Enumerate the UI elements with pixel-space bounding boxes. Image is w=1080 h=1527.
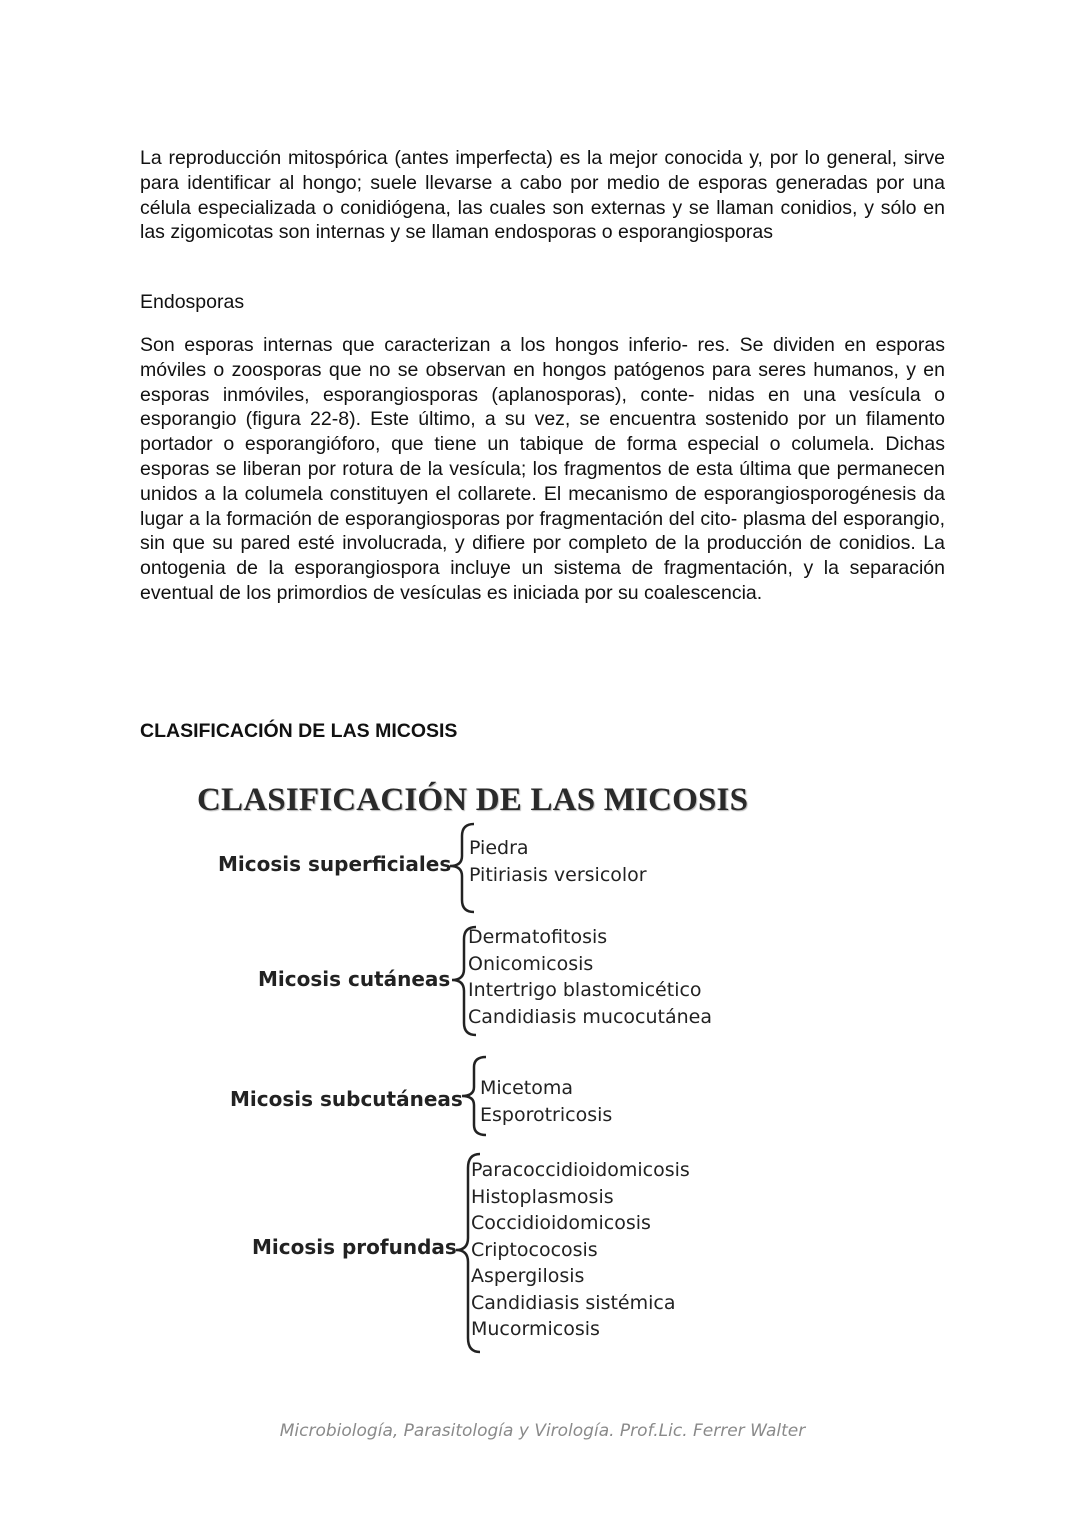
page-footer: Microbiología, Parasitología y Virología. Prof.Lic. Ferrer Walter [279, 1421, 806, 1441]
group-label-subcutaneas: Micosis subcutáneas [230, 1087, 463, 1111]
group-items-subcutaneas [480, 1075, 612, 1128]
group-label-superficiales: Micosis superficiales [218, 852, 452, 876]
list-item: Histoplasmosis [471, 1185, 614, 1208]
list-item: Pitiriasis versicolor [469, 863, 647, 886]
figure-title: CLASIFICACIÓN DE LAS MICOSIS [197, 782, 749, 818]
group-items-superficiales [469, 835, 647, 888]
list-item: Micetoma [480, 1077, 574, 1099]
list-item: Candidiasis mucocutánea [468, 1005, 712, 1028]
list-item: Criptococosis [471, 1238, 598, 1261]
list-item: Aspergilosis [471, 1265, 585, 1287]
paragraph-reproduccion: La reproducción mitospórica (antes imperfecta) es la mejor conocida y, por lo general, sirve para identificar al hongo; suele llevarse a cabo por medio de esporas generadas por una célula especializada o conidiógena, las cuales son externas y se llaman conidios, y sólo en las zigomicotas son internas y se llaman endosporas o esporangiosporas [140, 147, 945, 244]
list-item: Paracoccidioidomicosis [471, 1159, 690, 1181]
list-item: Coccidioidomicosis [471, 1212, 651, 1234]
subheading-endosporas: Endosporas [140, 291, 245, 313]
group-items-profundas [471, 1157, 690, 1343]
section-title: CLASIFICACIÓN DE LAS MICOSIS [140, 720, 458, 742]
group-label-cutaneas: Micosis cutáneas [258, 967, 451, 991]
list-item: Dermatofitosis [468, 926, 608, 948]
list-item: Candidiasis sistémica [471, 1291, 676, 1314]
list-item: Piedra [469, 837, 529, 859]
list-item: Esporotricosis [480, 1103, 613, 1126]
list-item: Mucormicosis [471, 1318, 600, 1340]
list-item: Onicomicosis [468, 952, 594, 975]
list-item: Intertrigo blastomicético [468, 979, 702, 1001]
group-items-cutaneas [468, 924, 712, 1030]
group-label-profundas: Micosis profundas [252, 1235, 457, 1259]
paragraph-endosporas: Son esporas internas que caracterizan a los hongos inferio- res. Se dividen en esporas móviles o zoosporas que no se observan en hongos patógenos para seres humanos, y en esporas inmóviles, esporangiosporas (aplanosporas), conte- nidas en una vesícula o esporangio (figura 22-8). Este último, a su vez, se encuentra sostenido por un filamento portador o esporangióforo, que tiene un tabique de forma especial o columela. Dichas esporas se liberan por rotura de la vesícula; los fragmentos de esta última que permanecen unidos a la columela constituyen el collarete. El mecanismo de esporangiosporogénesis da lugar a la formación de esporangiosporas por fragmentación del cito- plasma del esporangio, sin que su pared esté involucrada, y difiere por completo de la producción de conidios. La ontogenia de la esporangiospora incluye un sistema de fragmentación, y la separación eventual de los primordios de vesículas es iniciada por su coalescencia. [140, 334, 945, 604]
